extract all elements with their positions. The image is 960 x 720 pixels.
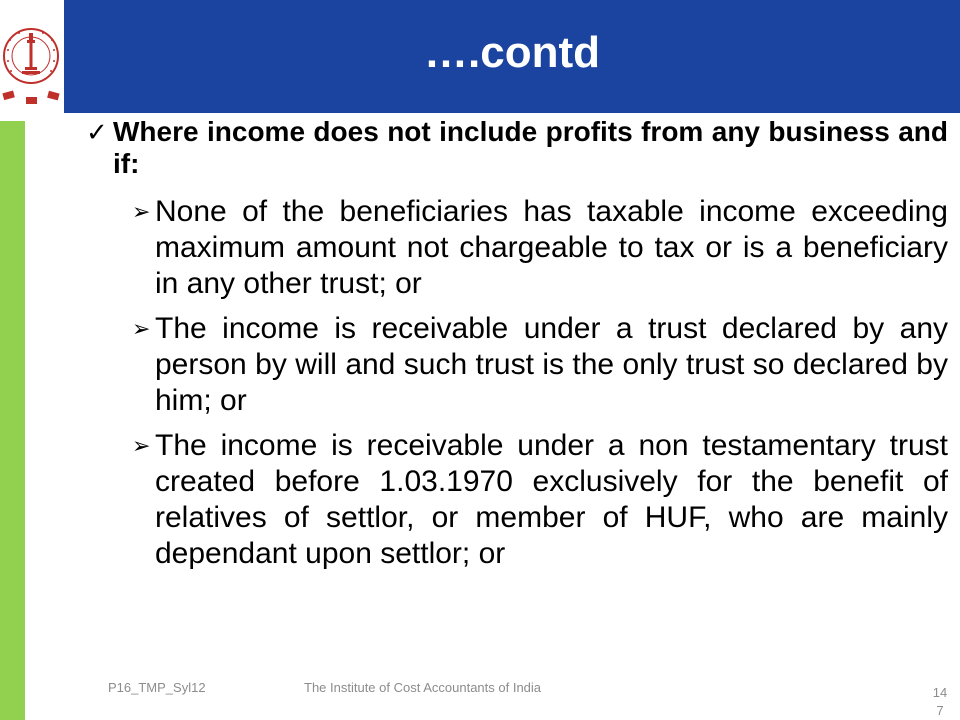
- arrowhead-bullet-icon: ➢: [132, 433, 151, 458]
- side-accent-bar: [0, 121, 25, 720]
- footer-code: P16_TMP_Syl12: [108, 680, 206, 695]
- title-bar: [64, 0, 960, 113]
- sub-bullet: [132, 311, 948, 419]
- sub-bullet-list: [86, 194, 948, 572]
- institute-logo: [0, 0, 64, 113]
- page-number: 147: [932, 685, 948, 718]
- arrowhead-bullet-icon: ➢: [132, 316, 151, 341]
- sub-bullet-text: The income is receivable under a non testamentary trust created before 1.03.1970 exclusively for the benefit of relatives of settlor, or member of HUF, who are mainly dependant upon settlor; or: [155, 429, 948, 570]
- sub-bullet: [132, 428, 948, 572]
- sub-bullet-text: None of the beneficiaries has taxable income exceeding maximum amount not chargeable to tax or is a beneficiary in any other trust; or: [155, 195, 948, 300]
- slide-title: ….contd: [424, 27, 600, 77]
- sub-bullet: [132, 194, 948, 302]
- footer-institute: The Institute of Cost Accountants of India: [304, 680, 542, 695]
- sub-bullet-text: The income is receivable under a trust declared by any person by will and such trust is the only trust so declared by him; or: [155, 312, 948, 417]
- slide-body: [86, 116, 948, 581]
- arrowhead-bullet-icon: ➢: [132, 199, 151, 224]
- main-bullet-text: Where income does not include profits from any business and if:: [113, 116, 948, 179]
- check-mark-icon: ✓: [86, 117, 108, 147]
- main-bullet: [86, 116, 948, 180]
